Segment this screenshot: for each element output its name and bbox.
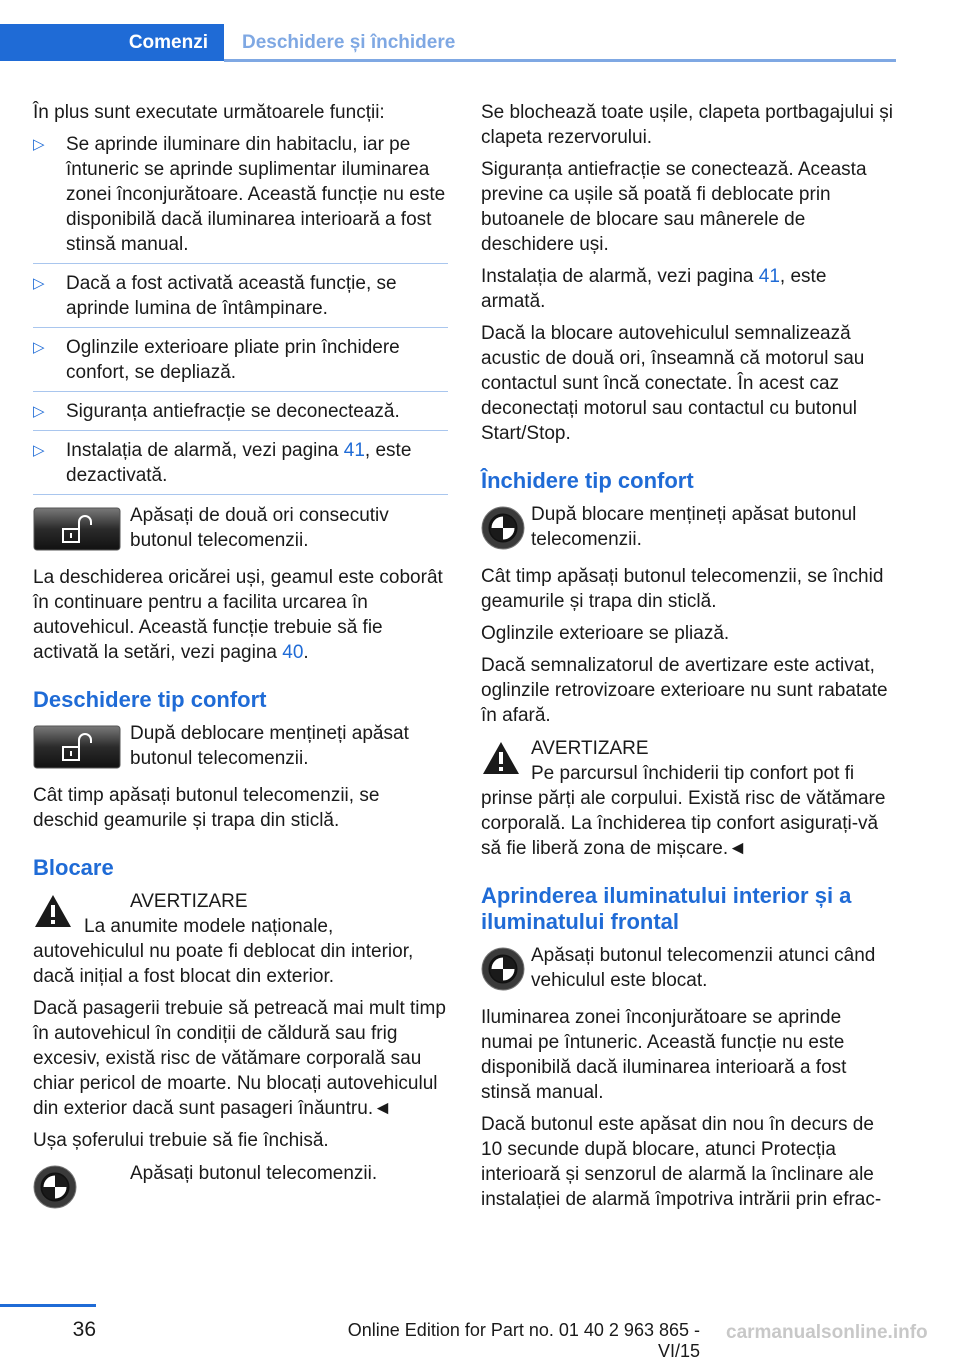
- unlock-key-icon: [33, 725, 121, 776]
- intro-text: În plus sunt executate următoarele funcții:: [33, 102, 385, 123]
- footer-divider: [0, 1304, 96, 1307]
- warning-block: [481, 736, 896, 761]
- page-link-41[interactable]: 41: [758, 266, 780, 287]
- warning-text: La anumite modele naționale, autovehiculul nu poate fi deblocat din interior, dacă inițial a fost blocat din exterior.: [33, 916, 414, 987]
- tab-deschidere-inchidere[interactable]: Deschidere și închidere: [242, 31, 456, 53]
- unlock-key-icon: [33, 507, 121, 558]
- window-text: La deschiderea oricărei uși, geamul este coborât în continuare pentru a facilita urcarea în autovehicul. Această funcție trebuie să fie activată la setări, vezi pagina 40.: [33, 567, 443, 663]
- heading-lights: Aprinderea iluminatului interior și a iluminatului frontal: [481, 883, 852, 934]
- triangle-right-icon: ▷: [33, 442, 45, 459]
- lights-text-2: Dacă butonul este apăsat din nou în decurs de 10 secunde după blocare, atunci Protecția interioară și senzorul de alarmă la înclinare ale instalației de alarmă împotriva intrării prin efrac-: [481, 1114, 882, 1210]
- list-item: ▷ Se aprinde iluminare din habitaclu, iar pe întuneric se aprinde suplimentar iluminarea zonei înconjurătoare. Această funcție nu este disponibilă dacă iluminarea interioară a fost stinsă manual.: [33, 132, 448, 264]
- lights-text-1: Iluminarea zonei înconjurătoare se aprinde numai pe întuneric. Această funcție nu este disponibilă dacă iluminarea interioară a fost stinsă manual.: [481, 1007, 847, 1103]
- page-number: 36: [72, 1318, 96, 1341]
- triangle-right-icon: ▷: [33, 275, 45, 292]
- triangle-right-icon: ▷: [33, 136, 45, 153]
- comfort-open-block: [33, 721, 448, 773]
- function-list: [33, 132, 448, 495]
- comfort-close-block: [481, 502, 896, 554]
- warning-label: AVERTIZARE: [130, 891, 248, 912]
- alarm-text: Instalația de alarmă, vezi pagina 41, este armată.: [481, 266, 827, 312]
- page-link-41[interactable]: 41: [343, 440, 365, 461]
- edition-text: Online Edition for Part no. 01 40 2 963 865 - VI/15: [347, 1320, 700, 1361]
- right-column: [481, 100, 896, 1219]
- heading-lock: Blocare: [33, 855, 114, 880]
- bmw-key-icon: [481, 506, 525, 557]
- lock-all-text: Se blochează toate ușile, clapeta portbagajului și clapeta rezervorului.: [481, 102, 893, 148]
- triangle-right-icon: ▷: [33, 403, 45, 420]
- warning-triangle-icon: [481, 740, 521, 783]
- comfort-open-text: Cât timp apăsați butonul telecomenzii, se deschid geamurile și trapa din sticlă.: [33, 785, 380, 831]
- triangle-right-icon: ▷: [33, 339, 45, 356]
- list-item: ▷ Oglinzile exterioare pliate prin închidere confort, se depliază.: [33, 335, 448, 392]
- warning-label: AVERTIZARE: [531, 738, 649, 759]
- warning-block: [33, 889, 448, 914]
- heading-comfort-close: Închidere tip confort: [481, 468, 694, 493]
- press-button-block: [33, 1161, 448, 1213]
- list-item: ▷ Dacă a fost activată această funcție, se aprinde lumina de întâmpinare.: [33, 271, 448, 328]
- lights-block: [481, 943, 896, 995]
- watermark: carmanualsonline.info: [726, 1322, 928, 1343]
- left-column: [33, 100, 448, 1223]
- lights-icon-text: Apăsați butonul telecomenzii atunci când vehiculul este blocat.: [531, 945, 876, 991]
- comfort-close-text: Cât timp apăsați butonul telecomenzii, se închid geamurile și trapa din sticlă.: [481, 566, 884, 612]
- hazard-text: Dacă semnalizatorul de avertizare este activat, oglinzile retrovizoare exterioare nu sunt rabatate în afară.: [481, 655, 888, 726]
- list-item: ▷ Siguranța antiefracție se deconectează.: [33, 399, 448, 431]
- page-header: [0, 0, 896, 60]
- page-link-40[interactable]: 40: [282, 642, 304, 663]
- header-divider: [224, 59, 896, 62]
- list-item: ▷ Instalația de alarmă, vezi pagina 41, este dezactivată.: [33, 438, 448, 495]
- warning-text: Pe parcursul închiderii tip confort pot fi prinse părți ale corpului. Există risc de vătămare corporală. La închiderea tip confort asigurați-vă să fie liberă zona de mișcare.◄: [481, 763, 886, 859]
- press-twice-text: Apăsați de două ori consecutiv butonul telecomenzii.: [130, 505, 389, 551]
- bmw-key-icon: [481, 947, 525, 998]
- press-button-text: Apăsați butonul telecomenzii.: [130, 1163, 378, 1184]
- tab-comenzi[interactable]: Comenzi: [0, 24, 224, 61]
- bmw-key-icon: [33, 1165, 77, 1216]
- press-twice-block: [33, 503, 448, 555]
- antitheft-text: Siguranța antiefracție se conectează. Aceasta previne ca ușile să poată fi deblocate prin butoanele de blocare sau mânerele de deschidere uși.: [481, 159, 867, 255]
- mirrors-text: Oglinzile exterioare se pliază.: [481, 623, 730, 644]
- heading-comfort-open: Deschidere tip confort: [33, 687, 267, 712]
- driver-door-text: Ușa șoferului trebuie să fie închisă.: [33, 1130, 329, 1151]
- comfort-close-icon-text: După blocare mențineți apăsat butonul telecomenzii.: [531, 504, 857, 550]
- signal-text: Dacă la blocare autovehiculul semnalizează acustic de două ori, înseamnă că motorul sau contactul sunt încă conectate. În acest caz deconectați motorul sau contactul cu butonul Start/Stop.: [481, 323, 865, 444]
- warning-text-2: Dacă pasagerii trebuie să petreacă mai mult timp în autovehicul în condiții de căldură sau frig excesiv, există risc de vătămare corporală sau chiar pericol de moarte. Nu blocați autovehiculul din exterior dacă sunt pasageri înăuntru.◄: [33, 998, 446, 1119]
- comfort-open-icon-text: După deblocare mențineți apăsat butonul telecomenzii.: [130, 723, 409, 769]
